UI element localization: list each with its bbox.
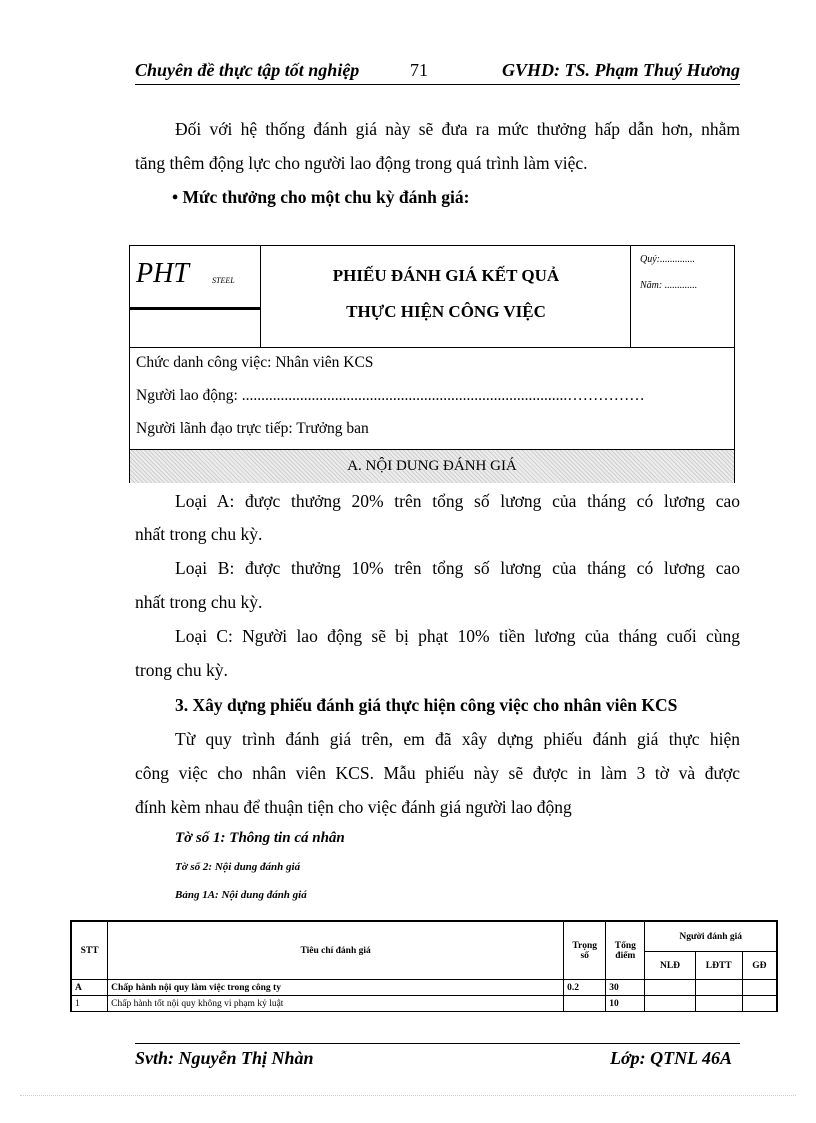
sheet-2-label: Tờ số 2: Nội dung đánh giá: [175, 861, 301, 873]
page-bottom-edge: [20, 1095, 796, 1096]
reward-c-line-2: trong chu kỳ.: [135, 660, 228, 680]
supervisor-field: Người lãnh đạo trực tiếp: Trưởng ban: [136, 420, 369, 437]
evaluation-form-header: [129, 245, 735, 483]
col-assessors: Người đánh giá: [645, 922, 777, 952]
logo-underline: [130, 307, 260, 310]
col-weight: Trọng số: [564, 922, 606, 980]
col-criteria: Tiêu chí đánh giá: [108, 922, 564, 980]
intro-line-2: tăng thêm động lực cho người lao động trong quá trình làm việc.: [135, 153, 588, 173]
row-total: 10: [606, 996, 645, 1012]
row-weight: 0.2: [564, 980, 606, 996]
header-thesis-title: Chuyên đề thực tập tốt nghiệp: [135, 60, 360, 80]
reward-b-line-1: Loại B: được thưởng 10% trên tổng số lương của tháng có lương cao: [175, 558, 740, 578]
row-total: 30: [606, 980, 645, 996]
footer-class: Lớp: QTNL 46A: [610, 1048, 732, 1068]
criteria-table: [70, 920, 778, 1012]
year-field: Năm: .............: [640, 280, 698, 291]
company-logo-sub: STEEL: [212, 276, 235, 285]
col-stt: STT: [72, 922, 108, 980]
page-footer: [135, 1043, 740, 1074]
row-weight: [564, 996, 606, 1012]
table-row: [72, 996, 777, 1012]
col-total: Tổng điểm: [606, 922, 645, 980]
employee-field: Người lao động: ....................................................................................……………: [136, 387, 645, 404]
form-title-line-1: PHIẾU ĐÁNH GIÁ KẾT QUẢ: [332, 266, 560, 285]
reward-a-line-1: Loại A: được thưởng 20% trên tổng số lương của tháng có lương cao: [175, 491, 740, 511]
header-advisor: GVHD: TS. Phạm Thuý Hương: [502, 60, 740, 80]
quarter-field: Quý:..............: [640, 254, 695, 265]
company-logo: PHT: [136, 258, 189, 289]
table-row: [72, 980, 777, 996]
col-ldtt: LĐTT: [695, 952, 742, 980]
row-criteria: Chấp hành nội quy làm việc trong công ty: [108, 980, 564, 996]
section-3-line-2: công việc cho nhân viên KCS. Mẫu phiếu này sẽ được in làm 3 tờ và được: [135, 763, 740, 783]
section-a-heading: A. NỘI DUNG ĐÁNH GIÁ: [130, 449, 734, 483]
job-title-field: Chức danh công việc: Nhân viên KCS: [136, 354, 374, 371]
reward-c-line-1: Loại C: Người lao động sẽ bị phạt 10% tiền lương của tháng cuối cùng: [175, 626, 740, 646]
page-header: [135, 58, 740, 85]
col-nld: NLĐ: [645, 952, 695, 980]
page-number: 71: [410, 60, 428, 80]
footer-student: Svth: Nguyễn Thị Nhàn: [135, 1048, 314, 1068]
sheet-1-label: Tờ số 1: Thông tin cá nhân: [175, 830, 345, 846]
reward-a-line-2: nhất trong chu kỳ.: [135, 524, 263, 544]
form-title-line-2: THỰC HIỆN CÔNG VIỆC: [346, 302, 546, 321]
section-3-heading: 3. Xây dựng phiếu đánh giá thực hiện công việc cho nhân viên KCS: [175, 695, 678, 715]
col-gd: GĐ: [742, 952, 776, 980]
row-criteria: Chấp hành tốt nội quy không vi phạm kỷ luật: [108, 996, 564, 1012]
intro-line-1: Đối với hệ thống đánh giá này sẽ đưa ra mức thưởng hấp dẫn hơn, nhằm: [175, 119, 740, 139]
reward-b-line-2: nhất trong chu kỳ.: [135, 592, 263, 612]
row-stt: A: [72, 980, 108, 996]
section-3-line-1: Từ quy trình đánh giá trên, em đã xây dựng phiếu đánh giá thực hiện: [175, 729, 740, 749]
table-caption: Bảng 1A: Nội dung đánh giá: [175, 889, 307, 901]
section-3-line-3: đính kèm nhau để thuận tiện cho việc đánh giá người lao động: [135, 797, 572, 817]
reward-bullet-heading: • Mức thưởng cho một chu kỳ đánh giá:: [172, 187, 470, 207]
row-stt: 1: [72, 996, 108, 1012]
